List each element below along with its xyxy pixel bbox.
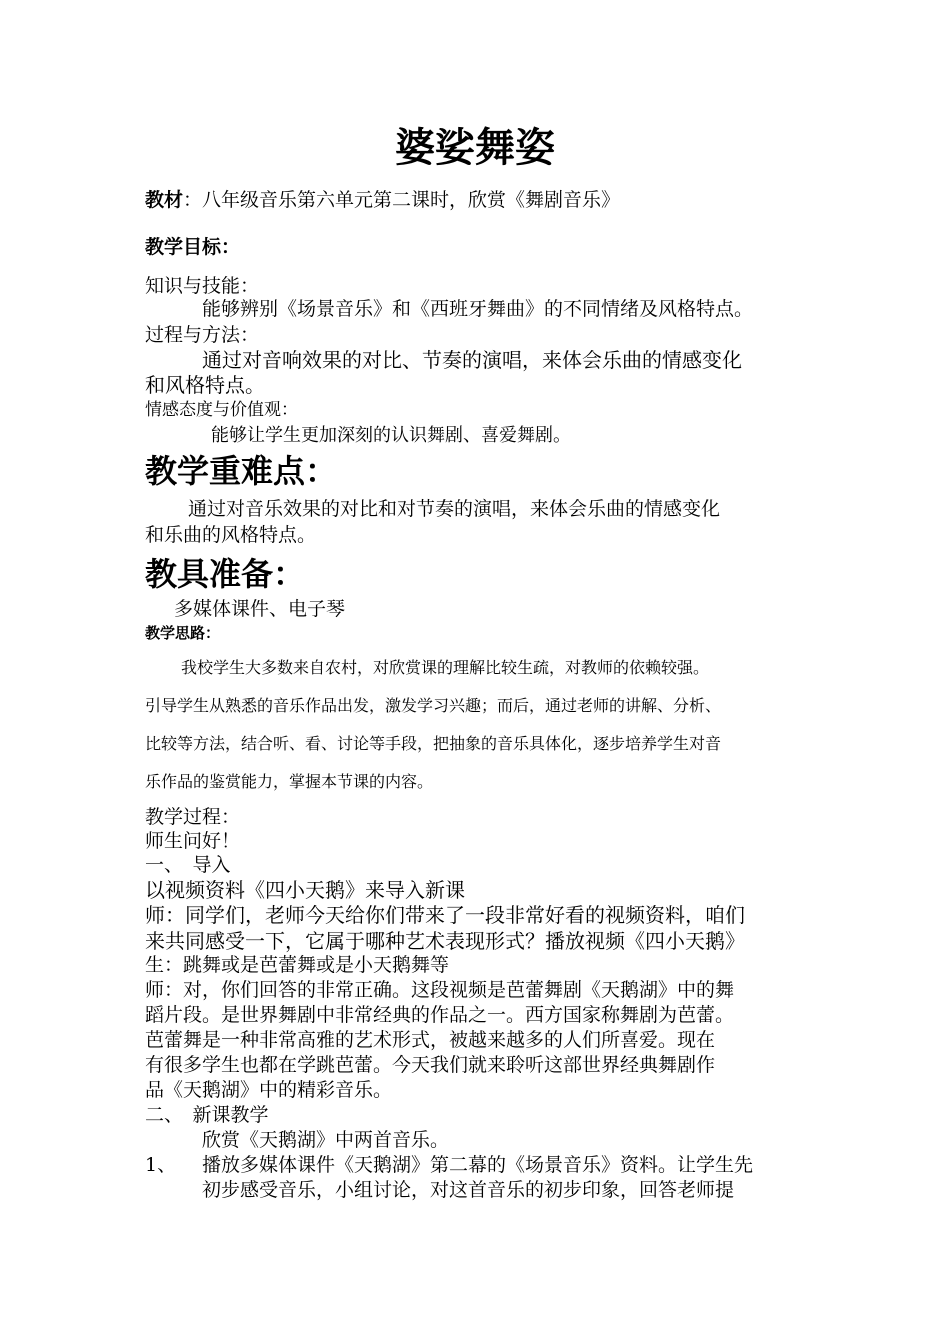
key-points-text-2: 和乐曲的风格特点。 bbox=[145, 524, 317, 546]
emotion-text: 能够让学生更加深刻的认识舞剧、喜爱舞剧。 bbox=[211, 425, 571, 446]
process-line: 初步感受音乐，小组讨论，对这首音乐的初步印象，回答老师提 bbox=[202, 1179, 735, 1201]
ideas-heading: 教学思路： bbox=[145, 624, 221, 642]
ideas-line: 比较等方法，结合听、看、讨论等手段，把抽象的音乐具体化，逐步培养学生对音 bbox=[145, 734, 722, 753]
material-line bbox=[145, 191, 620, 210]
tools-heading: 教具准备： bbox=[145, 555, 306, 593]
knowledge-text: 能够辨别《场景音乐》和《西班牙舞曲》的不同情绪及风格特点。 bbox=[202, 298, 754, 320]
section-heading-new-lesson: 二、 新课教学 bbox=[145, 1104, 269, 1126]
ideas-line: 乐作品的鉴赏能力，掌握本节课的内容。 bbox=[145, 772, 434, 791]
process-line: 有很多学生也都在学跳芭蕾。今天我们就来聆听这部世界经典舞剧作 bbox=[145, 1054, 716, 1076]
material-label: 教材 bbox=[145, 189, 184, 211]
process-line: 生：跳舞或是芭蕾舞或是小天鹅舞等 bbox=[145, 954, 450, 976]
section-heading-intro: 一、 导入 bbox=[145, 854, 231, 876]
knowledge-heading: 知识与技能： bbox=[145, 275, 260, 297]
process-method-heading: 过程与方法： bbox=[145, 324, 260, 346]
goals-heading: 教学目标： bbox=[145, 236, 241, 258]
emotion-heading: 情感态度与价值观： bbox=[145, 400, 298, 420]
process-line: 师：对，你们回答的非常正确。这段视频是芭蕾舞剧《天鹅湖》中的舞 bbox=[145, 979, 735, 1001]
tools-text: 多媒体课件、电子琴 bbox=[174, 598, 346, 620]
key-points-heading: 教学重难点： bbox=[145, 452, 338, 490]
process-method-text-1: 通过对音响效果的对比、节奏的演唱，来体会乐曲的情感变化 bbox=[202, 348, 742, 372]
process-line: 播放多媒体课件《天鹅湖》第二幕的《场景音乐》资料。让学生先 bbox=[202, 1154, 754, 1176]
process-line: 蹈片段。是世界舞剧中非常经典的作品之一。西方国家称舞剧为芭蕾。 bbox=[145, 1004, 735, 1026]
list-number: 1、 bbox=[145, 1154, 177, 1176]
lesson-process-heading: 教学过程： bbox=[145, 806, 241, 828]
process-line: 师生问好！ bbox=[145, 830, 241, 852]
process-line: 芭蕾舞是一种非常高雅的艺术形式，被越来越多的人们所喜爱。现在 bbox=[145, 1029, 716, 1051]
material-text: ：八年级音乐第六单元第二课时，欣赏《舞剧音乐》 bbox=[183, 189, 621, 211]
process-method-text-2: 和风格特点。 bbox=[145, 373, 265, 397]
process-line: 品《天鹅湖》中的精彩音乐。 bbox=[145, 1079, 393, 1101]
ideas-line: 我校学生大多数来自农村，对欣赏课的理解比较生疏，对教师的依赖较强。 bbox=[181, 658, 710, 677]
page-title: 婆娑舞姿 bbox=[395, 125, 555, 171]
process-line: 以视频资料《四小天鹅》来导入新课 bbox=[145, 878, 465, 902]
ideas-line: 引导学生从熟悉的音乐作品出发，激发学习兴趣；而后，通过老师的讲解、分析、 bbox=[145, 696, 722, 715]
process-line: 师：同学们，老师今天给你们带来了一段非常好看的视频资料，咱们 bbox=[145, 903, 745, 927]
process-line: 欣赏《天鹅湖》中两首音乐。 bbox=[202, 1129, 450, 1151]
key-points-text-1: 通过对音乐效果的对比和对节奏的演唱，来体会乐曲的情感变化 bbox=[188, 498, 721, 520]
process-line: 来共同感受一下，它属于哪种艺术表现形式？播放视频《四小天鹅》 bbox=[145, 929, 745, 953]
